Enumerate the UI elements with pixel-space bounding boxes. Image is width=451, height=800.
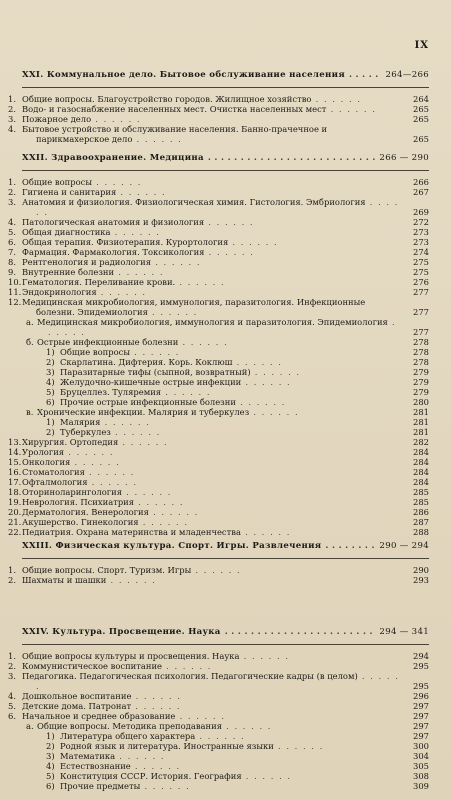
entry-title: Общие вопросы культуры и просвещения. Наука (22, 651, 240, 661)
leader-dots: . . . . . . (326, 104, 377, 114)
entry-title: Конституция СССР. История. География (60, 771, 242, 781)
entry-title: Родной язык и литература. Иностранные языки (60, 741, 274, 751)
entry-title: Общие вопросы. Спорт. Туризм. Игры (22, 565, 192, 575)
section-divider (22, 87, 429, 88)
leader-dots (349, 70, 382, 81)
entry-title: Общая диагностика (22, 227, 111, 237)
entry-title: Литература общего характера (60, 731, 196, 741)
entry-page-number: 277 (413, 327, 429, 337)
leader-dots (225, 627, 376, 638)
entry-title: Общие вопросы. Благоустройство городов. Жилищное хозяйство (22, 94, 312, 104)
toc-entry: 18.Оториноларингология . . . . . . 285 (8, 487, 429, 497)
entry-title: Общая терапия. Физиотерапия. Курортология (22, 237, 229, 247)
entry-page-number: 295 (413, 681, 429, 691)
leader-dots: . . . . . . (110, 427, 161, 437)
toc-entry: в.Хронические инфекции. Малярия и туберкулез . . . . . . 281 (26, 407, 429, 417)
entry-page-number: 264 (413, 94, 429, 104)
entry-page-number: 281 (413, 427, 429, 437)
leader-dots: . . . . . . (175, 277, 226, 287)
entry-page-number: 269 (413, 207, 429, 217)
section-title: XXI. Коммунальное дело. Бытовое обслуживание населения (22, 70, 345, 80)
toc-entry: 6)Прочие острые инфекционные болезни . . . . . . 280 (46, 397, 429, 407)
leader-dots: . . . . . . (235, 397, 286, 407)
toc-entry: 1.Общие вопросы . . . . . . 266 (8, 177, 429, 187)
leader-dots: . . . . . . (228, 237, 279, 247)
toc-entry: 1)Общие вопросы . . . . . . 278 (46, 347, 429, 357)
entry-page-number: 277 (413, 307, 429, 317)
entry-title: Педагогика. Педагогическая психология. Педагогические кадры (в целом) (22, 671, 358, 681)
toc-entry: а.Медицинская микробиология, иммунология и паразитология. Эпидемиология . . . . . . 277 (26, 317, 429, 337)
toc-entry: 6)Прочие предметы . . . . . . 309 (46, 781, 429, 791)
entry-page-number: 278 (413, 357, 429, 367)
leader-dots: . . . . . . (116, 187, 167, 197)
leader-dots: . . . . . . (48, 317, 397, 337)
leader-dots: . . . . . . (204, 217, 255, 227)
leader-dots: . . . . . . (204, 247, 255, 257)
entry-page-number: 287 (413, 517, 429, 527)
leader-dots: . . . . . . (249, 407, 300, 417)
entry-page-number: 305 (413, 761, 429, 771)
leader-dots: . . . . . . (70, 457, 121, 467)
leader-dots: . . . . . . (84, 467, 135, 477)
toc-entry: 4.Дошкольное воспитание . . . . . . 296 (8, 691, 429, 701)
entry-title: Рентгенология и радиология (22, 257, 152, 267)
toc-entry: 3)Математика . . . . . . 304 (46, 751, 429, 761)
entry-page-number: 279 (413, 367, 429, 377)
entry-title: Медицинская микробиология, иммунология, паразитология. Инфекционные болезни. Эпидемиология (22, 297, 366, 317)
entry-page-number: 300 (413, 741, 429, 751)
entry-page-number: 272 (413, 217, 429, 227)
leader-dots: . . . . . . (147, 307, 198, 317)
entry-title: Естествознание (60, 761, 131, 771)
toc-entry: 6.Общая терапия. Физиотерапия. Курортология . . . . . . 273 (8, 237, 429, 247)
leader-dots: . . . . . . (195, 731, 246, 741)
entry-title: Стоматология (22, 467, 85, 477)
leader-dots: . . . . . . (96, 287, 147, 297)
entry-title: Внутренние болезни (22, 267, 115, 277)
leader-dots: . . . . . . (64, 447, 115, 457)
entry-title: Онкология (22, 457, 71, 467)
entry-title: Гематология. Переливание крови. (22, 277, 176, 287)
leader-dots: . . . . . . (131, 691, 182, 701)
entry-page-number: 274 (413, 247, 429, 257)
entry-title: Оториноларингология (22, 487, 122, 497)
entry-page-number: 279 (413, 387, 429, 397)
entry-title: Детские дома. Патронат (22, 701, 132, 711)
entry-title: Урология (22, 447, 65, 457)
entry-title: Гигиена и санитария (22, 187, 117, 197)
toc-entry-list (8, 94, 429, 144)
toc-entry: 1)Литература общего характера . . . . . . 297 (46, 731, 429, 741)
leader-dots: . . . . . . (241, 377, 292, 387)
entry-page-number: 265 (413, 134, 429, 144)
section-heading (22, 153, 429, 164)
toc-entry: 4)Желудочно-кишечные острые инфекции . . . . . . 279 (46, 377, 429, 387)
toc-entry: 22.Педиатрия. Охрана материнства и младенчества . . . . . . 288 (8, 527, 429, 537)
section-divider (22, 558, 429, 559)
entry-title: Дошкольное воспитание (22, 691, 132, 701)
entry-title: Анатомия и физиология. Физиологическая химия. Гистология. Эмбриология (22, 197, 366, 207)
toc-entry: 2.Шахматы и шашки . . . . . . 293 (8, 575, 429, 585)
toc-entry-list (8, 177, 429, 537)
toc-entry: 3)Паразитарные тифы (сыпной, возвратный) . . . . . . 279 (46, 367, 429, 377)
entry-page-number: 282 (413, 437, 429, 447)
entry-page-number: 290 (413, 565, 429, 575)
leader-dots: . . . . . . (273, 741, 324, 751)
toc-entry: 15.Онкология . . . . . . 284 (8, 457, 429, 467)
entry-page-number: 297 (413, 731, 429, 741)
entry-page-number: 308 (413, 771, 429, 781)
toc-entry: 4)Естествознание . . . . . . 305 (46, 761, 429, 771)
leader-dots: . . . . . . (148, 507, 199, 517)
toc-entry-list (8, 565, 429, 585)
section-page-range: 266 — 290 (379, 153, 429, 163)
toc-entry: 1)Малярия . . . . . . 281 (46, 417, 429, 427)
leader-dots: . . . . . . (36, 197, 399, 217)
leader-dots: . . . . . . (175, 711, 226, 721)
toc-entry: 8.Рентгенология и радиология . . . . . . 275 (8, 257, 429, 267)
toc-entry: 4.Бытовое устройство и обслуживание населения. Банно-прачечное и парикмахерское дело . . . . . . 265 (8, 124, 429, 144)
leader-dots: . . . . . . (115, 751, 166, 761)
entry-page-number: 277 (413, 287, 429, 297)
section-divider (22, 644, 429, 645)
section-page-range: 264—266 (385, 70, 429, 80)
toc-entry: 12.Медицинская микробиология, иммунология, паразитология. Инфекционные болезни. Эпидемиология . . . . . . 277 (8, 297, 429, 317)
toc-entry: 2)Туберкулез . . . . . . 281 (46, 427, 429, 437)
section-title: XXIII. Физическая культура. Спорт. Игры. Развлечения (22, 541, 322, 551)
entry-page-number: 284 (413, 477, 429, 487)
section-divider (22, 170, 429, 171)
leader-dots: . . . . . . (161, 387, 212, 397)
entry-title: Водо- и газоснабжение населенных мест. Очистка населенных мест (22, 104, 327, 114)
entry-page-number: 297 (413, 701, 429, 711)
toc-entry: 10.Гематология. Переливание крови. . . . . . . 276 (8, 277, 429, 287)
entry-page-number: 280 (413, 397, 429, 407)
toc-entry: 1.Общие вопросы культуры и просвещения. Наука . . . . . . 294 (8, 651, 429, 661)
entry-page-number: 297 (413, 721, 429, 731)
entry-title: Эндокринология (22, 287, 97, 297)
section-heading (22, 70, 429, 81)
entry-title: Бытовое устройство и обслуживание населения. Банно-прачечное и парикмахерское дело (22, 124, 328, 144)
entry-title: Общие вопросы. Методика преподавания (37, 721, 222, 731)
toc-entry: 2.Водо- и газоснабжение населенных мест. Очистка населенных мест . . . . . . 265 (8, 104, 429, 114)
leader-dots: . . . . . . (114, 267, 165, 277)
entry-title: Общие вопросы (60, 347, 130, 357)
entry-page-number: 295 (413, 661, 429, 671)
leader-dots (325, 541, 375, 552)
entry-page-number: 296 (413, 691, 429, 701)
section-heading (22, 627, 429, 638)
entry-title: Туберкулез (60, 427, 111, 437)
entry-title: Желудочно-кишечные острые инфекции (60, 377, 242, 387)
entry-page-number: 284 (413, 447, 429, 457)
leader-dots: . . . . . . (239, 651, 290, 661)
leader-dots: . . . . . . (151, 257, 202, 267)
entry-title: Бруцеллез. Туляремия (60, 387, 162, 397)
entry-title: Дерматология. Венерология (22, 507, 149, 517)
entry-page-number: 281 (413, 407, 429, 417)
entry-title: Малярия (60, 417, 101, 427)
leader-dots: . . . . . . (106, 575, 157, 585)
entry-title: Хирургия. Ортопедия (22, 437, 119, 447)
leader-dots: . . . . . . (36, 671, 400, 691)
entry-page-number: 297 (413, 711, 429, 721)
toc-section (8, 541, 429, 585)
entry-page-number: 285 (413, 487, 429, 497)
entry-page-number: 266 (413, 177, 429, 187)
leader-dots: . . . . . . (138, 517, 189, 527)
page-number: IX (414, 40, 429, 51)
entry-page-number: 281 (413, 417, 429, 427)
toc-entry: 3.Анатомия и физиология. Физиологическая химия. Гистология. Эмбриология . . . . . . 269 (8, 197, 429, 217)
toc-section (8, 70, 429, 144)
section-heading (22, 541, 429, 552)
entry-title: Скарлатина. Дифтерия. Корь. Коклюш (60, 357, 233, 367)
leader-dots: . . . . . . (191, 565, 242, 575)
entry-page-number: 273 (413, 237, 429, 247)
leader-dots: . . . . . . (130, 761, 181, 771)
toc-entry: 14.Урология . . . . . . 284 (8, 447, 429, 457)
toc-entry: 1.Общие вопросы. Спорт. Туризм. Игры . . . . . . 290 (8, 565, 429, 575)
leader-dots (208, 153, 376, 164)
toc-entry: 6.Начальное и среднее образование . . . . . . 297 (8, 711, 429, 721)
entry-title: Офталмология (22, 477, 88, 487)
leader-dots: . . . . . . (131, 701, 182, 711)
toc-entry: 2)Скарлатина. Дифтерия. Корь. Коклюш . . . . . . 278 (46, 357, 429, 367)
toc-entry: б.Острые инфекционные болезни . . . . . . 278 (26, 337, 429, 347)
entry-page-number: 288 (413, 527, 429, 537)
entry-page-number: 304 (413, 751, 429, 761)
entry-page-number: 273 (413, 227, 429, 237)
toc-entry: 19.Неврология. Психиатрия . . . . . . 285 (8, 497, 429, 507)
toc-entry: 7.Фармация. Фармакология. Токсикология . . . . . . 274 (8, 247, 429, 257)
entry-page-number: 284 (413, 467, 429, 477)
leader-dots: . . . . . . (232, 357, 283, 367)
entry-title: Фармация. Фармакология. Токсикология (22, 247, 205, 257)
entry-page-number: 309 (413, 781, 429, 791)
entry-page-number: 276 (413, 277, 429, 287)
toc-entry: 16.Стоматология . . . . . . 284 (8, 467, 429, 477)
leader-dots: . . . . . . (87, 477, 138, 487)
leader-dots: . . . . . . (91, 114, 142, 124)
entry-title: Общие вопросы (22, 177, 92, 187)
toc-entry: 21.Акушерство. Гинекология . . . . . . 287 (8, 517, 429, 527)
toc-entry: 20.Дерматология. Венерология . . . . . . 286 (8, 507, 429, 517)
entry-title: Шахматы и шашки (22, 575, 107, 585)
entry-title: Медицинская микробиология, иммунология и паразитология. Эпидемиология (37, 317, 388, 327)
toc-entry: а.Общие вопросы. Методика преподавания . . . . . . 297 (26, 721, 429, 731)
entry-page-number: 285 (413, 497, 429, 507)
entry-title: Неврология. Психиатрия (22, 497, 135, 507)
toc-entry: 3.Педагогика. Педагогическая психология. Педагогические кадры (в целом) . . . . . . 295 (8, 671, 429, 691)
toc-entry-list (8, 651, 429, 791)
toc-entry: 11.Эндокринология . . . . . . 277 (8, 287, 429, 297)
leader-dots: . . . . . . (140, 781, 191, 791)
entry-page-number: 275 (413, 257, 429, 267)
leader-dots: . . . . . . (100, 417, 151, 427)
entry-title: Патологическая анатомия и физиология (22, 217, 205, 227)
toc-entry: 5)Конституция СССР. История. География . . . . . . 308 (46, 771, 429, 781)
toc-entry: 17.Офталмология . . . . . . 284 (8, 477, 429, 487)
entry-page-number: 284 (413, 457, 429, 467)
entry-page-number: 275 (413, 267, 429, 277)
toc-entry: 5.Общая диагностика . . . . . . 273 (8, 227, 429, 237)
leader-dots: . . . . . . (130, 347, 180, 357)
leader-dots: . . . . . . (162, 661, 212, 671)
leader-dots: . . . . . . (178, 337, 229, 347)
entry-page-number: 265 (413, 104, 429, 114)
toc-entry: 2)Родной язык и литература. Иностранные языки . . . . . . 300 (46, 741, 429, 751)
leader-dots: . . . . . . (240, 527, 291, 537)
toc-section (8, 153, 429, 537)
toc-section (8, 627, 429, 791)
toc-entry: 13.Хирургия. Ортопедия . . . . . . 282 (8, 437, 429, 447)
leader-dots: . . . . . . (92, 177, 142, 187)
section-page-range: 294 — 341 (379, 627, 429, 637)
toc-entry: 5.Детские дома. Патронат . . . . . . 297 (8, 701, 429, 711)
entry-page-number: 278 (413, 337, 429, 347)
section-title: XXII. Здравоохранение. Медицина (22, 153, 204, 163)
entry-title: Хронические инфекции. Малярия и туберкулез (37, 407, 250, 417)
leader-dots: . . . . . . (122, 487, 172, 497)
entry-page-number: 286 (413, 507, 429, 517)
entry-title: Острые инфекционные болезни (37, 337, 179, 347)
entry-title: Пожарное дело (22, 114, 92, 124)
entry-page-number: 294 (413, 651, 429, 661)
leader-dots: . . . . . . (134, 497, 185, 507)
leader-dots: . . . . . . (132, 134, 183, 144)
toc-entry: 3.Пожарное дело . . . . . . 265 (8, 114, 429, 124)
entry-page-number: 293 (413, 575, 429, 585)
leader-dots: . . . . . . (311, 94, 362, 104)
toc-entry: 9.Внутренние болезни . . . . . . 275 (8, 267, 429, 277)
entry-title: Педиатрия. Охрана материнства и младенчества (22, 527, 241, 537)
entry-title: Коммунистическое воспитание (22, 661, 162, 671)
entry-title: Прочие острые инфекционные болезни (60, 397, 236, 407)
section-page-range: 290 — 294 (379, 541, 429, 551)
entry-title: Начальное и среднее образование (22, 711, 176, 721)
entry-page-number: 267 (413, 187, 429, 197)
leader-dots: . . . . . . (110, 227, 161, 237)
leader-dots: . . . . . . (221, 721, 272, 731)
toc-entry: 2.Коммунистическое воспитание . . . . . . 295 (8, 661, 429, 671)
section-title: XXIV. Культура. Просвещение. Наука (22, 627, 221, 637)
leader-dots: . . . . . . (250, 367, 301, 377)
leader-dots: . . . . . . (118, 437, 169, 447)
toc-entry: 5)Бруцеллез. Туляремия . . . . . . 279 (46, 387, 429, 397)
leader-dots: . . . . . . (241, 771, 292, 781)
toc-entry: 4.Патологическая анатомия и физиология . . . . . . 272 (8, 217, 429, 227)
toc-entry: 2.Гигиена и санитария . . . . . . 267 (8, 187, 429, 197)
toc-entry: 1.Общие вопросы. Благоустройство городов. Жилищное хозяйство . . . . . . 264 (8, 94, 429, 104)
entry-page-number: 278 (413, 347, 429, 357)
entry-title: Математика (60, 751, 116, 761)
entry-title: Акушерство. Гинекология (22, 517, 139, 527)
entry-page-number: 279 (413, 377, 429, 387)
entry-page-number: 265 (413, 114, 429, 124)
entry-title: Паразитарные тифы (сыпной, возвратный) (60, 367, 251, 377)
entry-title: Прочие предметы (60, 781, 141, 791)
